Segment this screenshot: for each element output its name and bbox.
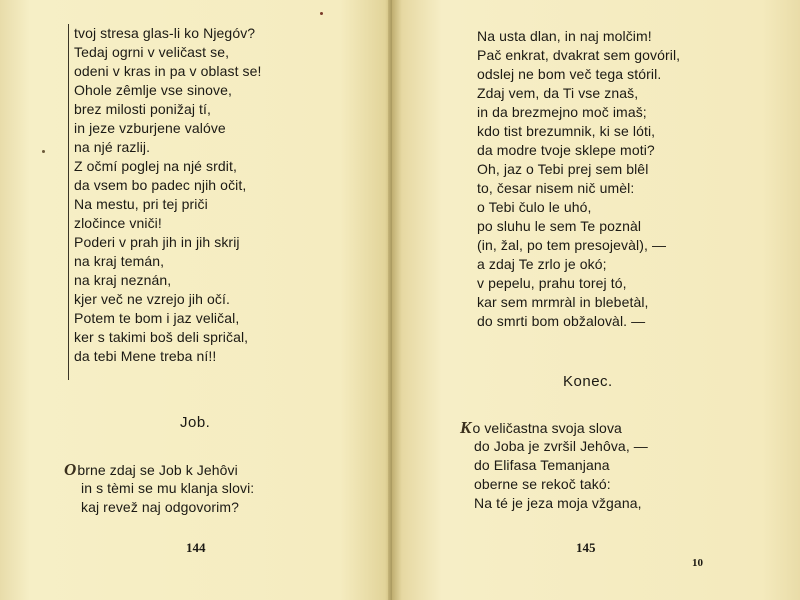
- ink-speck: [42, 150, 45, 153]
- poem-line: o Tebi čulo le uhó,: [477, 199, 592, 215]
- poem-line: na kraj neznán,: [74, 272, 172, 288]
- poem-line: in da brezmejno moč imaš;: [477, 104, 647, 120]
- poem-line: ker s takimi boš deli spričal,: [74, 329, 249, 345]
- right-poem-lines: [477, 27, 680, 331]
- poem-line: v pepelu, prahu torej tó,: [477, 275, 627, 291]
- page-number-right: 145: [576, 540, 596, 555]
- poem-line: (in, žal, po tem presojevàl), —: [477, 237, 667, 253]
- konec-stanza: [460, 418, 648, 513]
- poem-line: kjer več ne vzrejo jih očí.: [74, 291, 230, 307]
- decorated-initial: K: [460, 418, 472, 437]
- right-page: [392, 0, 800, 600]
- konec-stanza-line: do Joba je zvršil Jehôva, —: [474, 438, 648, 454]
- poem-line: Tedaj ogrni v veličast se,: [74, 44, 230, 60]
- poem-line: da modre tvoje sklepe moti?: [477, 142, 655, 158]
- signature-mark: 10: [692, 557, 703, 569]
- job-stanza-line: kaj revež naj odgovorim?: [81, 499, 240, 515]
- job-stanza: [64, 460, 254, 517]
- poem-line: po sluhu le sem Te poznàl: [477, 218, 642, 234]
- job-stanza-line: in s tèmi se mu klanja slovi:: [81, 480, 255, 496]
- poem-line: Poderi v prah jih in jih skrij: [74, 234, 240, 250]
- konec-stanza-line: Ko veličastna svoja slova: [460, 418, 622, 437]
- poem-margin-rule: [68, 24, 69, 380]
- poem-line: in jeze vzburjene valóve: [74, 120, 226, 136]
- konec-stanza-line: do Elifasa Temanjana: [474, 457, 610, 473]
- poem-line: to, česar nisem nič umèl:: [477, 180, 635, 196]
- poem-line: Pač enkrat, dvakrat sem govóril,: [477, 47, 681, 63]
- poem-line: Ohole zêmlje vse sinove,: [74, 82, 233, 98]
- ink-speck: [320, 12, 323, 15]
- left-poem-lines: [74, 24, 262, 366]
- section-title-konec: Konec.: [563, 373, 613, 390]
- poem-line: odeni v kras in pa v oblast se!: [74, 63, 262, 79]
- poem-line: kar sem mrmràl in blebetàl,: [477, 294, 649, 310]
- poem-line: Zdaj vem, da Ti vse znaš,: [477, 85, 639, 101]
- decorated-initial: O: [64, 460, 77, 479]
- poem-line: da tebi Mene treba ní!!: [74, 348, 217, 364]
- poem-line: tvoj stresa glas-li ko Njegóv?: [74, 25, 256, 41]
- konec-stanza-line: Na té je jeza moja vžgana,: [474, 495, 642, 511]
- poem-line: brez milosti ponižaj tí,: [74, 101, 212, 117]
- section-title-job: Job.: [180, 414, 211, 431]
- poem-line: zločince vniči!: [74, 215, 162, 231]
- poem-line: na kraj temán,: [74, 253, 165, 269]
- poem-line: Oh, jaz o Tebi prej sem blêl: [477, 161, 649, 177]
- job-stanza-line: Obrne zdaj se Job k Jehôvi: [64, 460, 238, 479]
- poem-line: a zdaj Te zrlo je okó;: [477, 256, 607, 272]
- poem-line: Z očmí poglej na njé srdit,: [74, 158, 237, 174]
- poem-line: odslej ne bom več tega stóril.: [477, 66, 662, 82]
- left-page: [0, 0, 392, 600]
- poem-line: na njé razlij.: [74, 139, 151, 155]
- poem-line: do smrti bom obžalovàl. —: [477, 313, 646, 329]
- page-number-left: 144: [186, 540, 206, 555]
- poem-line: Na mestu, pri tej priči: [74, 196, 208, 212]
- poem-line: Potem te bom i jaz veličal,: [74, 310, 240, 326]
- poem-line: kdo tist brezumnik, ki se lóti,: [477, 123, 656, 139]
- poem-line: da vsem bo padec njih očit,: [74, 177, 247, 193]
- konec-stanza-line: oberne se rekoč takó:: [474, 476, 611, 492]
- poem-line: Na usta dlan, in naj molčim!: [477, 28, 652, 44]
